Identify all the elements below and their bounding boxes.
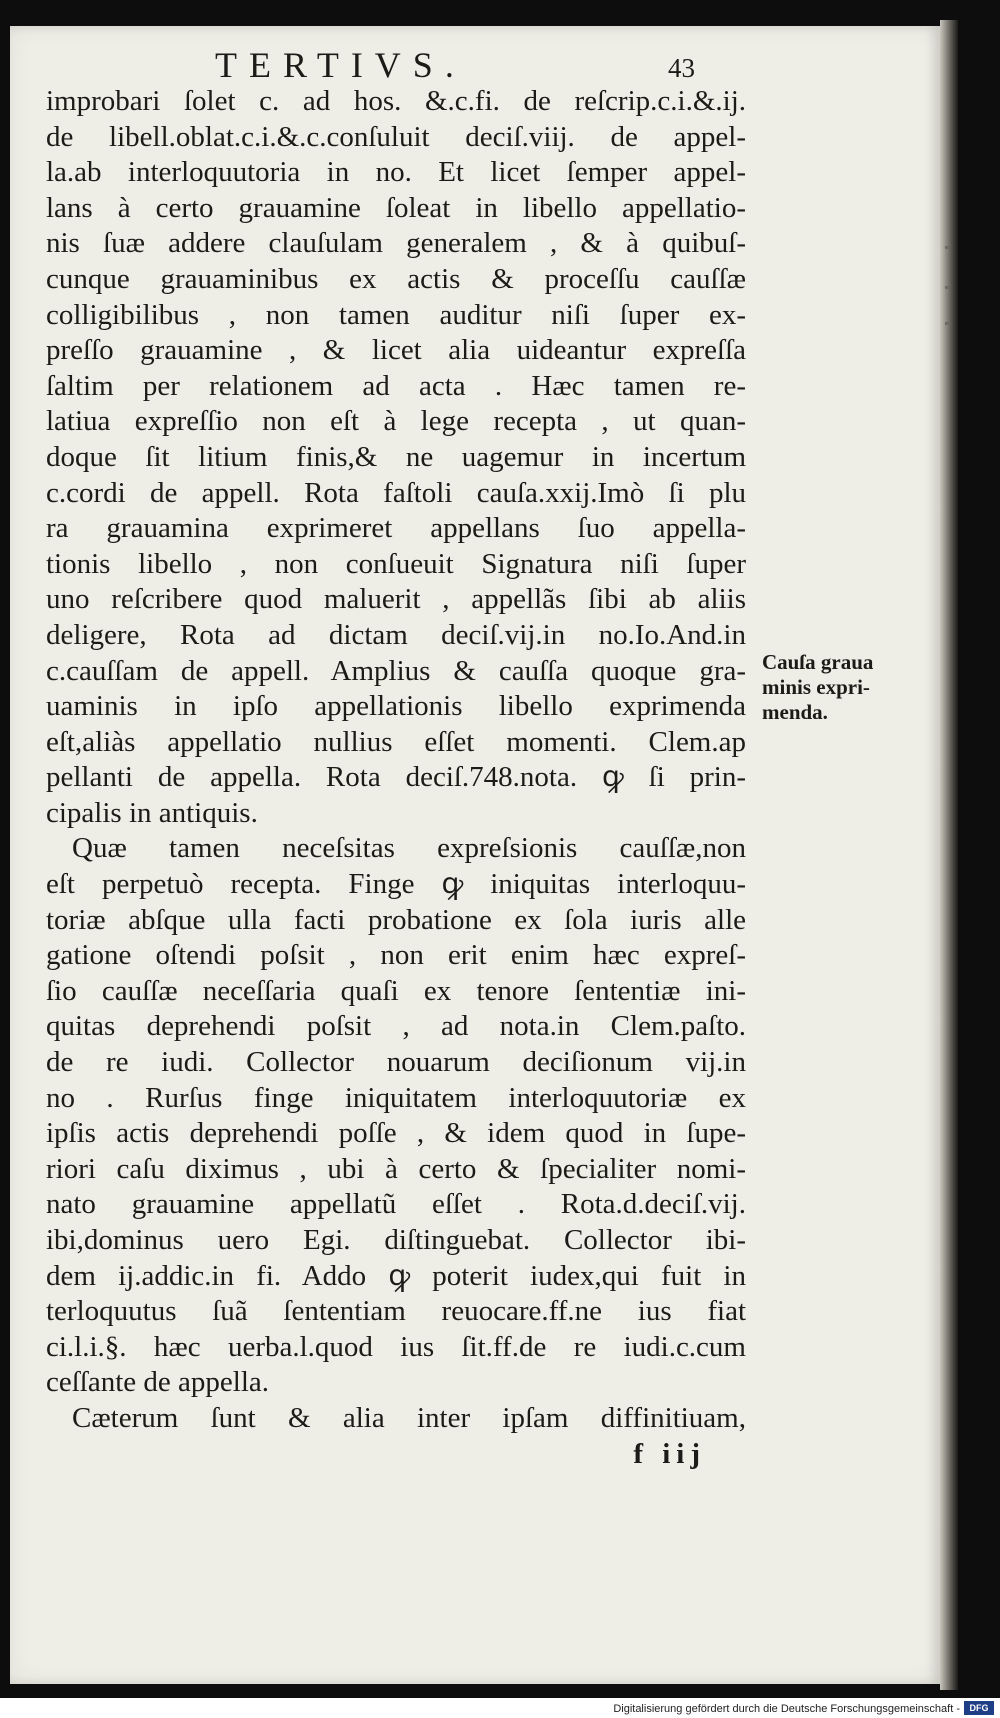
- marginal-note: [762, 650, 922, 725]
- text-line: de re iudi. Collector nouarum deciſionum vij.in: [46, 1046, 746, 1079]
- page-edge: [940, 20, 958, 1690]
- text-line: dem ij.addic.in fi. Addo ꝙ poterit iudex,qui fuit in: [46, 1259, 746, 1292]
- marginal-note-line: menda.: [762, 700, 828, 724]
- text-line: Cæterum ſunt & alia inter ipſam diffinitiuam,: [72, 1401, 746, 1434]
- bleed-mark: [945, 322, 950, 325]
- text-line: c.cordi de appell. Rota faſtoli cauſa.xxij.Imò ſi plu: [46, 476, 746, 509]
- text-line: ſio cauſſæ neceſſaria quaſi ex tenore ſententiæ ini-: [46, 974, 746, 1007]
- text-line: de libell.oblat.c.i.&.c.conſuluit deciſ.viij. de appel-: [46, 120, 746, 153]
- body-text: [46, 84, 746, 1472]
- running-head: [215, 44, 695, 86]
- dfg-logo: DFG: [964, 1701, 994, 1715]
- text-line: lans à certo grauamine ſoleat in libello appellatio-: [46, 191, 746, 224]
- running-head-title: TERTIVS.: [215, 45, 466, 85]
- text-line: ci.l.i.§. hæc uerba.l.quod ius ſit.ff.de re iudi.c.cum: [46, 1330, 746, 1363]
- text-line: no . Rurſus finge iniquitatem interloquutoriæ ex: [46, 1081, 746, 1114]
- bleed-mark: [945, 246, 950, 249]
- text-line: ceſſante de appella.: [46, 1366, 270, 1399]
- text-line: toriæ abſque ulla facti probatione ex ſola iuris alle: [46, 903, 746, 936]
- text-line: colligibilibus , non tamen auditur niſi ſuper ex-: [46, 298, 746, 331]
- bleed-mark: [945, 286, 950, 289]
- text-line: eſt perpetuò recepta. Finge ꝙ iniquitas interloquu-: [46, 868, 746, 901]
- marginal-note-line: Cauſa graua: [762, 650, 874, 674]
- text-line: quitas deprehendi poſsit , ad nota.in Clem.paſto.: [46, 1010, 746, 1043]
- text-line: riori caſu diximus , ubi à certo & ſpecialiter nomi-: [46, 1152, 746, 1185]
- text-line: pellanti de appella. Rota deciſ.748.nota. ꝙ ſi prin-: [46, 761, 746, 794]
- footer-credit: Digitalisierung gefördert durch die Deutsche Forschungsgemeinschaft -: [613, 1703, 960, 1715]
- footer-bar: [0, 1698, 1000, 1718]
- text-line: ra grauamina exprimeret appellans ſuo appella-: [46, 512, 746, 545]
- text-line: terloquutus ſuã ſententiam reuocare.ff.ne ius fiat: [46, 1295, 746, 1328]
- text-line: latiua expreſſio non eſt à lege recepta , ut quan-: [46, 405, 746, 438]
- text-line: cunque grauaminibus ex actis & proceſſu cauſſæ: [46, 262, 746, 295]
- text-line: nis ſuæ addere clauſulam generalem , & à quibuſ-: [46, 227, 746, 260]
- text-line: deligere, Rota ad dictam deciſ.vij.in no.Io.And.in: [46, 618, 746, 651]
- text-line: doque ſit litium finis,& ne uagemur in incertum: [46, 440, 746, 473]
- text-line: uaminis in ipſo appellationis libello exprimenda: [46, 690, 746, 723]
- catchword: f iij: [633, 1437, 706, 1470]
- text-line: ipſis actis deprehendi poſſe , & idem quod in ſupe-: [46, 1117, 746, 1150]
- text-line: c.cauſſam de appell. Amplius & cauſſa quoque gra-: [46, 654, 746, 687]
- text-line: la.ab interloquutoria in no. Et licet ſemper appel-: [46, 156, 746, 189]
- text-line: improbari ſolet c. ad hos. &.c.fi. de reſcrip.c.i.&.ij.: [46, 85, 746, 117]
- text-line: cipalis in antiquis.: [46, 796, 258, 829]
- text-line: gatione oſtendi poſsit , non erit enim hæc expreſ-: [46, 939, 746, 972]
- marginal-note-line: minis expri-: [762, 675, 870, 699]
- text-line: preſſo grauamine , & licet alia uideantur expreſſa: [46, 334, 746, 367]
- text-line: uno reſcribere quod maluerit , appellãs ſibi ab aliis: [46, 583, 746, 616]
- text-line: eſt,aliàs appellatio nullius eſſet momenti. Clem.ap: [46, 725, 746, 758]
- text-line: tionis libello , non conſueuit Signatura niſi ſuper: [46, 547, 746, 580]
- text-line: Quæ tamen neceſsitas expreſsionis cauſſæ,non: [72, 832, 746, 865]
- text-line: ibi,dominus uero Egi. diſtinguebat. Collector ibi-: [46, 1224, 746, 1256]
- text-line: nato grauamine appellatũ eſſet . Rota.d.deciſ.vij.: [46, 1188, 746, 1221]
- page-number: 43: [668, 53, 695, 83]
- text-line: ſaltim per relationem ad acta . Hæc tamen re-: [46, 369, 746, 402]
